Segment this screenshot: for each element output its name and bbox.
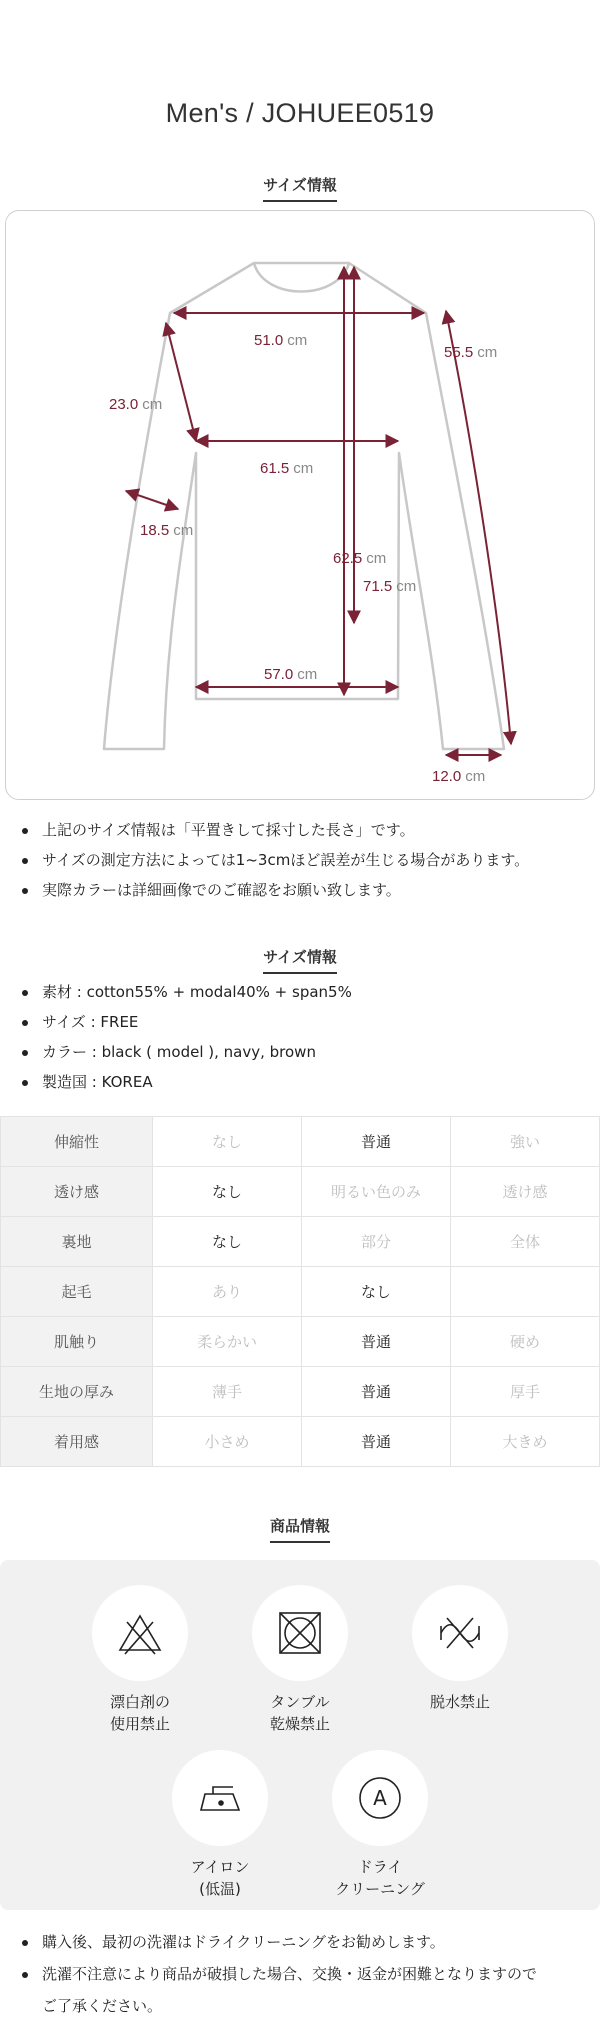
list-item: 購入後、最初の洗濯はドライクリーニングをお勧めします。 <box>20 1927 537 1959</box>
body-length-label: 62.5 cm <box>333 550 387 567</box>
spec-row-label: 起毛 <box>1 1267 153 1317</box>
no-wring-icon <box>435 1608 485 1658</box>
spec-row-label: 肌触り <box>1 1317 153 1367</box>
spec-row-label: 透け感 <box>1 1167 153 1217</box>
list-item: 実際カラーは詳細画像でのご確認をお願い致します。 <box>20 875 529 905</box>
spec-option-cell: なし <box>153 1217 302 1267</box>
spec-option-cell: 小さめ <box>153 1417 302 1467</box>
armhole-label: 23.0 cm <box>109 396 163 413</box>
spec-option-cell <box>451 1267 600 1317</box>
spec-option-cell: 明るい色のみ <box>302 1167 451 1217</box>
table-row <box>1 1367 600 1417</box>
no-tumble-dry-icon <box>275 1608 325 1658</box>
spec-option-cell: なし <box>302 1267 451 1317</box>
list-item: サイズの測定方法によっては1~3cmほど誤差が生じる場合があります。 <box>20 845 529 875</box>
spec-option-cell: あり <box>153 1267 302 1317</box>
spec-option-cell: なし <box>153 1117 302 1167</box>
list-item: 洗濯不注意により商品が破損した場合、交換・返金が困難となりますので <box>20 1959 537 1991</box>
spec-option-cell: 透け感 <box>451 1167 600 1217</box>
table-row <box>1 1117 600 1167</box>
chest-label: 61.5 cm <box>260 460 314 477</box>
list-item: 上記のサイズ情報は「平置きして採寸した長さ」です。 <box>20 815 529 845</box>
iron-low-icon <box>195 1773 245 1823</box>
spec-option-cell: 普通 <box>302 1417 451 1467</box>
product-info-heading: 商品情報 <box>0 1515 600 1543</box>
product-details-heading: サイズ情報 <box>0 946 600 974</box>
table-row <box>1 1267 600 1317</box>
care-instructions-panel <box>0 1560 600 1910</box>
table-row <box>1 1167 600 1217</box>
list-item: ご了承ください。 <box>42 1997 163 2015</box>
spec-option-cell: 普通 <box>302 1367 451 1417</box>
spec-option-cell: 部分 <box>302 1217 451 1267</box>
total-length-label: 71.5 cm <box>363 578 417 595</box>
spec-option-cell: 全体 <box>451 1217 600 1267</box>
size-info-heading: サイズ情報 <box>0 174 600 202</box>
spec-option-cell: 普通 <box>302 1117 451 1167</box>
fabric-spec-table <box>0 1116 600 1467</box>
spec-option-cell: 普通 <box>302 1317 451 1367</box>
page-title: Men's / JOHUEE0519 <box>165 98 435 128</box>
spec-row-label: 裏地 <box>1 1217 153 1267</box>
sleeve-length-label: 55.5 cm <box>444 344 498 361</box>
care-item-no-bleach: 漂白剤の 使用禁止 <box>70 1585 210 1735</box>
cuff-upper-label: 18.5 cm <box>140 522 194 539</box>
cuff-upper-line <box>126 491 178 509</box>
spec-option-cell: 大きめ <box>451 1417 600 1467</box>
spec-option-cell: 硬め <box>451 1317 600 1367</box>
spec-option-cell: なし <box>153 1167 302 1217</box>
hem-label: 57.0 cm <box>264 666 318 683</box>
measure-lines <box>126 267 511 755</box>
cuff-label: 12.0 cm <box>432 768 486 785</box>
dry-clean-icon <box>355 1773 405 1823</box>
spec-option-cell: 強い <box>451 1117 600 1167</box>
care-notes-list <box>20 1927 537 2023</box>
sleeve-length-line <box>446 311 511 744</box>
spec-option-cell: 薄手 <box>153 1367 302 1417</box>
care-item-no-wring: 脱水禁止 <box>390 1585 530 1713</box>
table-row <box>1 1317 600 1367</box>
table-row <box>1 1217 600 1267</box>
care-item-no-tumble-dry: タンブル 乾燥禁止 <box>230 1585 370 1735</box>
no-bleach-icon <box>115 1608 165 1658</box>
product-details-list <box>20 977 352 1097</box>
care-item-iron-low: アイロン (低温) <box>150 1750 290 1900</box>
list-item: 素材 : cotton55% + modal40% + span5% <box>20 977 352 1007</box>
list-item: カラー : black ( model ), navy, brown <box>20 1037 352 1067</box>
svg-text:A: A <box>373 1786 387 1810</box>
spec-option-cell: 厚手 <box>451 1367 600 1417</box>
armhole-line <box>166 323 196 441</box>
shoulder-label: 51.0 cm <box>254 332 308 349</box>
size-diagram <box>5 210 595 800</box>
care-item-dry-clean: A ドライ クリーニング <box>310 1750 450 1900</box>
spec-row-label: 着用感 <box>1 1417 153 1467</box>
spec-option-cell: 柔らかい <box>153 1317 302 1367</box>
table-row <box>1 1417 600 1467</box>
list-item: サイズ : FREE <box>20 1007 352 1037</box>
list-item: 製造国 : KOREA <box>20 1067 352 1097</box>
spec-row-label: 伸縮性 <box>1 1117 153 1167</box>
size-notes-list <box>20 815 529 905</box>
spec-row-label: 生地の厚み <box>1 1367 153 1417</box>
